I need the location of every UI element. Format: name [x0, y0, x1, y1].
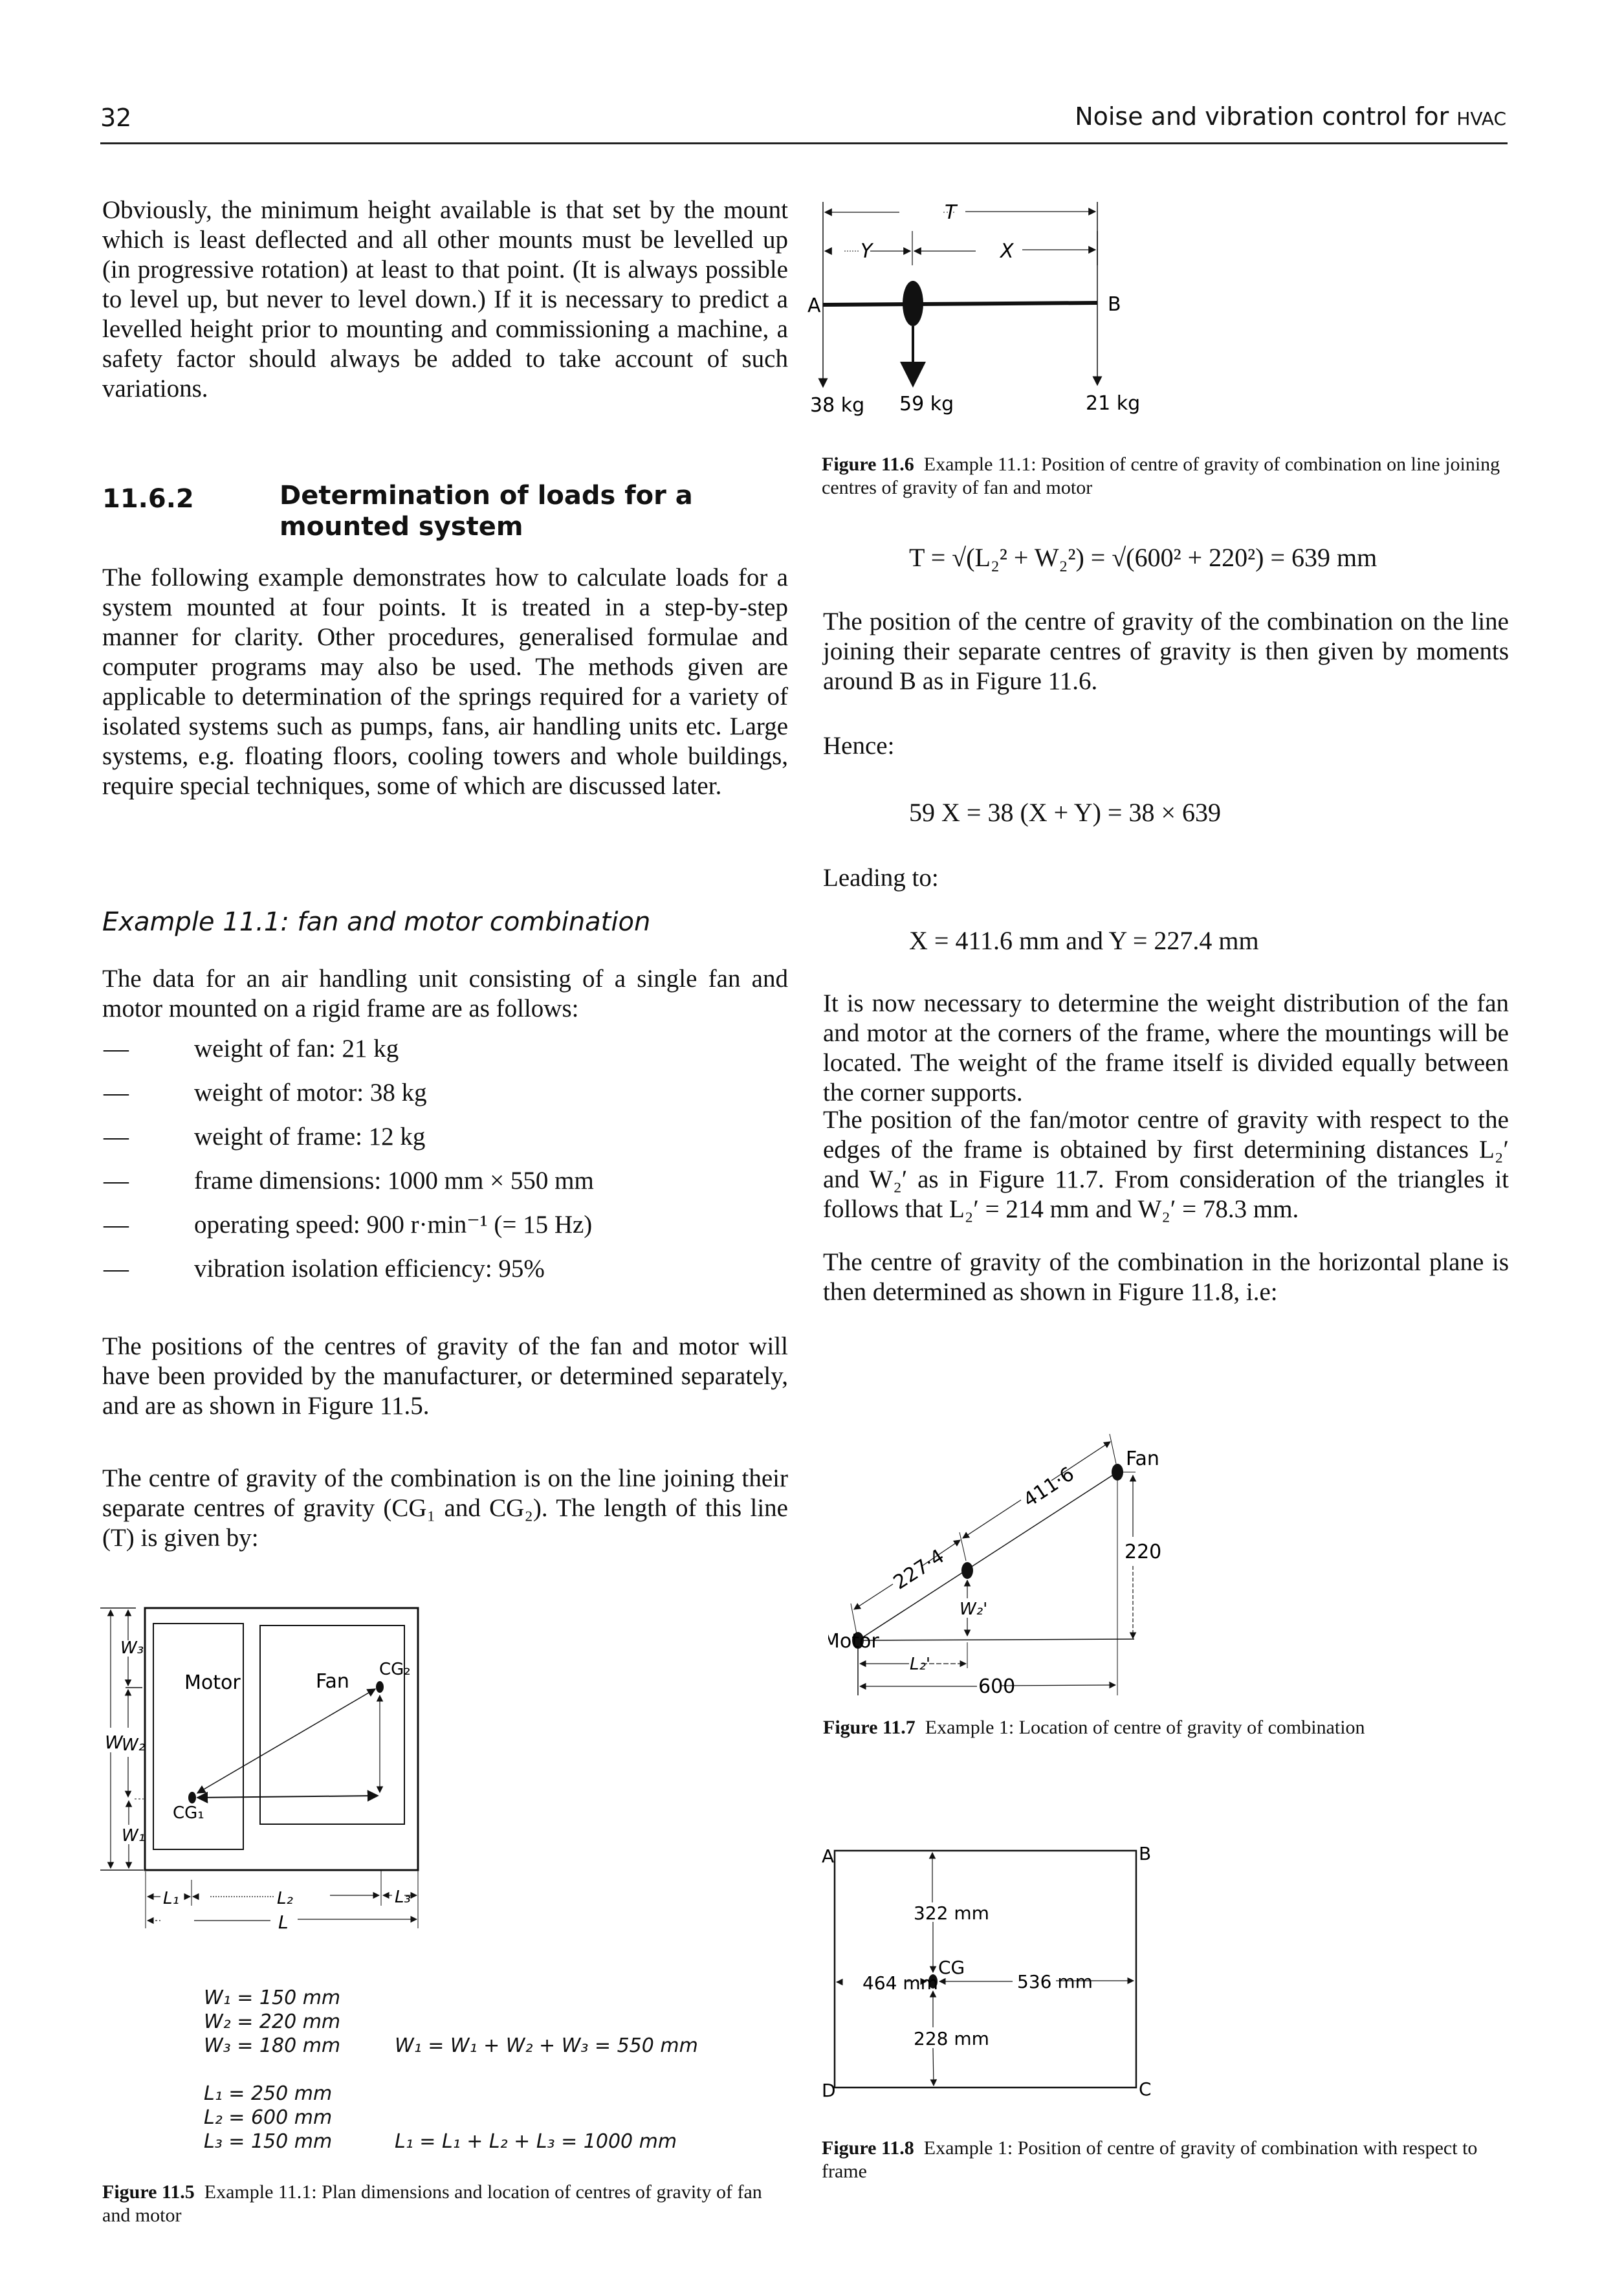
edges-paragraph-text: The position of the fan/motor centre of gravity with respect to the edges of the frame is obtained by first determining distances L₂′ and W₂′ as in Figure 11.7. From consideration of the triangles it follows that L₂′ = 214 mm and W₂′ = 78.3 mm.	[823, 1106, 1509, 1223]
list-text: weight of fan: 21 kg	[194, 1035, 399, 1063]
header-rule	[100, 142, 1508, 144]
w2-label: W₂	[122, 1736, 146, 1755]
equation-moments: 59 X = 38 (X + Y) = 38 × 639	[909, 798, 1222, 827]
dim-l3: L₃ = 150 mm	[204, 2130, 333, 2153]
dim-l-sum: L₁ = L₁ + L₂ + L₃ = 1000 mm	[395, 2130, 677, 2153]
figure-11-7-caption	[823, 1716, 1509, 1739]
running-title	[1075, 102, 1506, 131]
left-distance-label: 464 mm	[862, 1972, 938, 1994]
figure-11-6-caption	[822, 453, 1508, 500]
horizontal-paragraph	[823, 1248, 1509, 1307]
list-text: weight of motor: 38 kg	[194, 1079, 427, 1107]
right-distance-label: 536 mm	[1017, 1971, 1093, 1992]
b-label: B	[1108, 293, 1121, 316]
line-paragraph	[102, 1464, 788, 1553]
t-label: T	[945, 201, 957, 224]
hence-label: Hence:	[823, 732, 895, 760]
list-text: weight of frame: 12 kg	[194, 1123, 426, 1151]
example-intro-text: The data for an air handling unit consisting of a single fan and motor mounted on a rigid frame are as follows:	[102, 965, 788, 1022]
load-a-label: 38 kg	[810, 394, 865, 417]
figure-11-5-caption	[102, 2181, 782, 2227]
base-600-label: 600	[978, 1675, 1016, 1698]
list-dash: —	[104, 1255, 129, 1283]
list-text: frame dimensions: 1000 mm × 550 mm	[194, 1167, 594, 1195]
cg-paragraph	[102, 1332, 788, 1421]
section-number: 11.6.2	[102, 484, 194, 514]
caption-label: Figure 11.7	[823, 1717, 916, 1738]
l-label: L	[278, 1912, 289, 1933]
equation-result: X = 411.6 mm and Y = 227.4 mm	[909, 926, 1259, 955]
dim-w-sum: W₁ = W₁ + W₂ + W₃ = 550 mm	[395, 2034, 698, 2057]
list-text: vibration isolation efficiency: 95%	[194, 1255, 545, 1283]
bottom-distance-label: 228 mm	[914, 2028, 989, 2049]
position-paragraph-text: The position of the centre of gravity of the combination on the line joining their separate centres of gravity is then given by moments around B as in Figure 11.6.	[823, 608, 1509, 695]
dim-w2: W₂ = 220 mm	[204, 2011, 341, 2033]
l2prime-label: L₂'	[910, 1655, 931, 1674]
list-dash: —	[104, 1079, 129, 1107]
list-dash: —	[104, 1123, 129, 1151]
top-distance-label: 322 mm	[914, 1902, 989, 1924]
running-title-text: Noise and vibration control for	[1075, 102, 1449, 131]
leading-label: Leading to:	[823, 864, 939, 892]
load-b-label: 21 kg	[1086, 392, 1141, 415]
y-label: Y	[861, 240, 873, 263]
w1-label: W₁	[122, 1826, 146, 1846]
fan-label: Fan	[316, 1670, 349, 1693]
corner-b-label: B	[1139, 1843, 1152, 1864]
l1-label: L₁	[163, 1889, 179, 1908]
corner-c-label: C	[1139, 2078, 1152, 2100]
position-paragraph	[823, 607, 1509, 696]
cg-paragraph-text: The positions of the centres of gravity of the fan and motor will have been provided by the manufacturer, or determined separately, and are as shown in Figure 11.5.	[102, 1332, 788, 1420]
page-number: 32	[100, 104, 132, 132]
caption-label: Figure 11.6	[822, 454, 914, 475]
caption-label: Figure 11.8	[822, 2137, 914, 2159]
motor-label: Motor	[184, 1671, 241, 1694]
caption-text: Example 1: Position of centre of gravity of combination with respect to frame	[822, 2137, 1478, 2182]
l2-label: L₂	[277, 1889, 293, 1908]
example-intro	[102, 964, 788, 1024]
dim-w1: W₁ = 150 mm	[204, 1987, 341, 2009]
caption-text: Example 1: Location of centre of gravity of combination	[925, 1717, 1365, 1738]
corner-a-label: A	[822, 1846, 835, 1867]
figure-11-5-diagram	[97, 1605, 809, 1967]
l3-label: L₃	[395, 1888, 411, 1907]
list-text: operating speed: 900 r·min⁻¹ (= 15 Hz)	[194, 1211, 593, 1239]
cg1-label: CG₁	[173, 1803, 204, 1823]
height-220-label: 220	[1125, 1541, 1162, 1563]
cg-label: CG	[938, 1957, 965, 1978]
fan-label: Fan	[1126, 1448, 1159, 1470]
load-cg-label: 59 kg	[899, 393, 954, 415]
x-label: X	[1000, 240, 1014, 263]
caption-text: Example 11.1: Plan dimensions and location of centres of gravity of fan and motor	[102, 2181, 762, 2226]
caption-label: Figure 11.5	[102, 2181, 195, 2203]
dim-w3: W₃ = 180 mm	[204, 2034, 341, 2057]
figure-11-7-diagram	[828, 1424, 1540, 1708]
figure-11-6-diagram	[802, 188, 1546, 434]
w2prime-label: W₂'	[960, 1600, 988, 1619]
motor-label: Motor	[828, 1630, 879, 1653]
dim-l2: L₂ = 600 mm	[204, 2106, 333, 2129]
list-dash: —	[104, 1211, 129, 1239]
intro-paragraph-text: Obviously, the minimum height available is that set by the mount which is least deflected and all other mounts must be levelled up (in progressive rotation) at least to that point. (It is always possible to level up, but never to level down.) If it is necessary to predict a levelled height prior to mounting and commissioning a machine, a safety factor should always be added to take account of such variations.	[102, 196, 788, 402]
section-title: Determination of loads for a mounted system	[280, 481, 693, 542]
horizontal-paragraph-text: The centre of gravity of the combination in the horizontal plane is then determined as shown in Figure 11.8, i.e:	[823, 1248, 1509, 1306]
section-paragraph	[102, 563, 788, 801]
d1-label: 411·6	[1019, 1462, 1079, 1512]
figure-11-8-caption	[822, 2137, 1520, 2183]
corner-d-label: D	[822, 2080, 836, 2101]
running-title-smallcaps: HVAC	[1456, 108, 1506, 129]
dim-l1: L₁ = 250 mm	[204, 2082, 333, 2105]
w3-label: W₃	[120, 1638, 144, 1658]
section-paragraph-text: The following example demonstrates how to calculate loads for a system mounted at four points. It is treated in a step-by-step manner for clarity. Other procedures, generalised formulae and computer programs may also be used. The methods given are applicable to determination of the springs required for a variety of isolated systems such as pumps, fans, air handling units etc. Large systems, e.g. floating floors, cooling towers and whole buildings, require special techniques, some of which are discussed later.	[102, 564, 788, 800]
line-paragraph-text: The centre of gravity of the combination is on the line joining their separate centres of gravity (CG₁ and CG₂). The length of this line (T) is given by:	[102, 1464, 788, 1552]
caption-text: Example 11.1: Position of centre of gravity of combination on line joining centres of gravity of fan and motor	[822, 454, 1500, 498]
distribution-paragraph	[823, 989, 1509, 1108]
a-label: A	[807, 294, 821, 317]
list-dash: —	[104, 1167, 129, 1195]
w-label: W	[105, 1732, 123, 1753]
cg2-label: CG₂	[379, 1660, 411, 1679]
equation-t: T = √(L₂² + W₂²) = √(600² + 220²) = 639 mm	[909, 543, 1377, 572]
d2-label: 227·4	[889, 1545, 949, 1594]
intro-paragraph	[102, 195, 788, 404]
example-title: Example 11.1: fan and motor combination	[102, 907, 651, 937]
distribution-paragraph-text: It is now necessary to determine the weight distribution of the fan and motor at the corners of the frame, where the mountings will be located. The weight of the frame itself is divided equally between the corner supports.	[823, 989, 1509, 1107]
figure-11-8-diagram	[822, 1838, 1540, 2110]
list-dash: —	[104, 1035, 129, 1063]
edges-paragraph	[823, 1105, 1509, 1224]
